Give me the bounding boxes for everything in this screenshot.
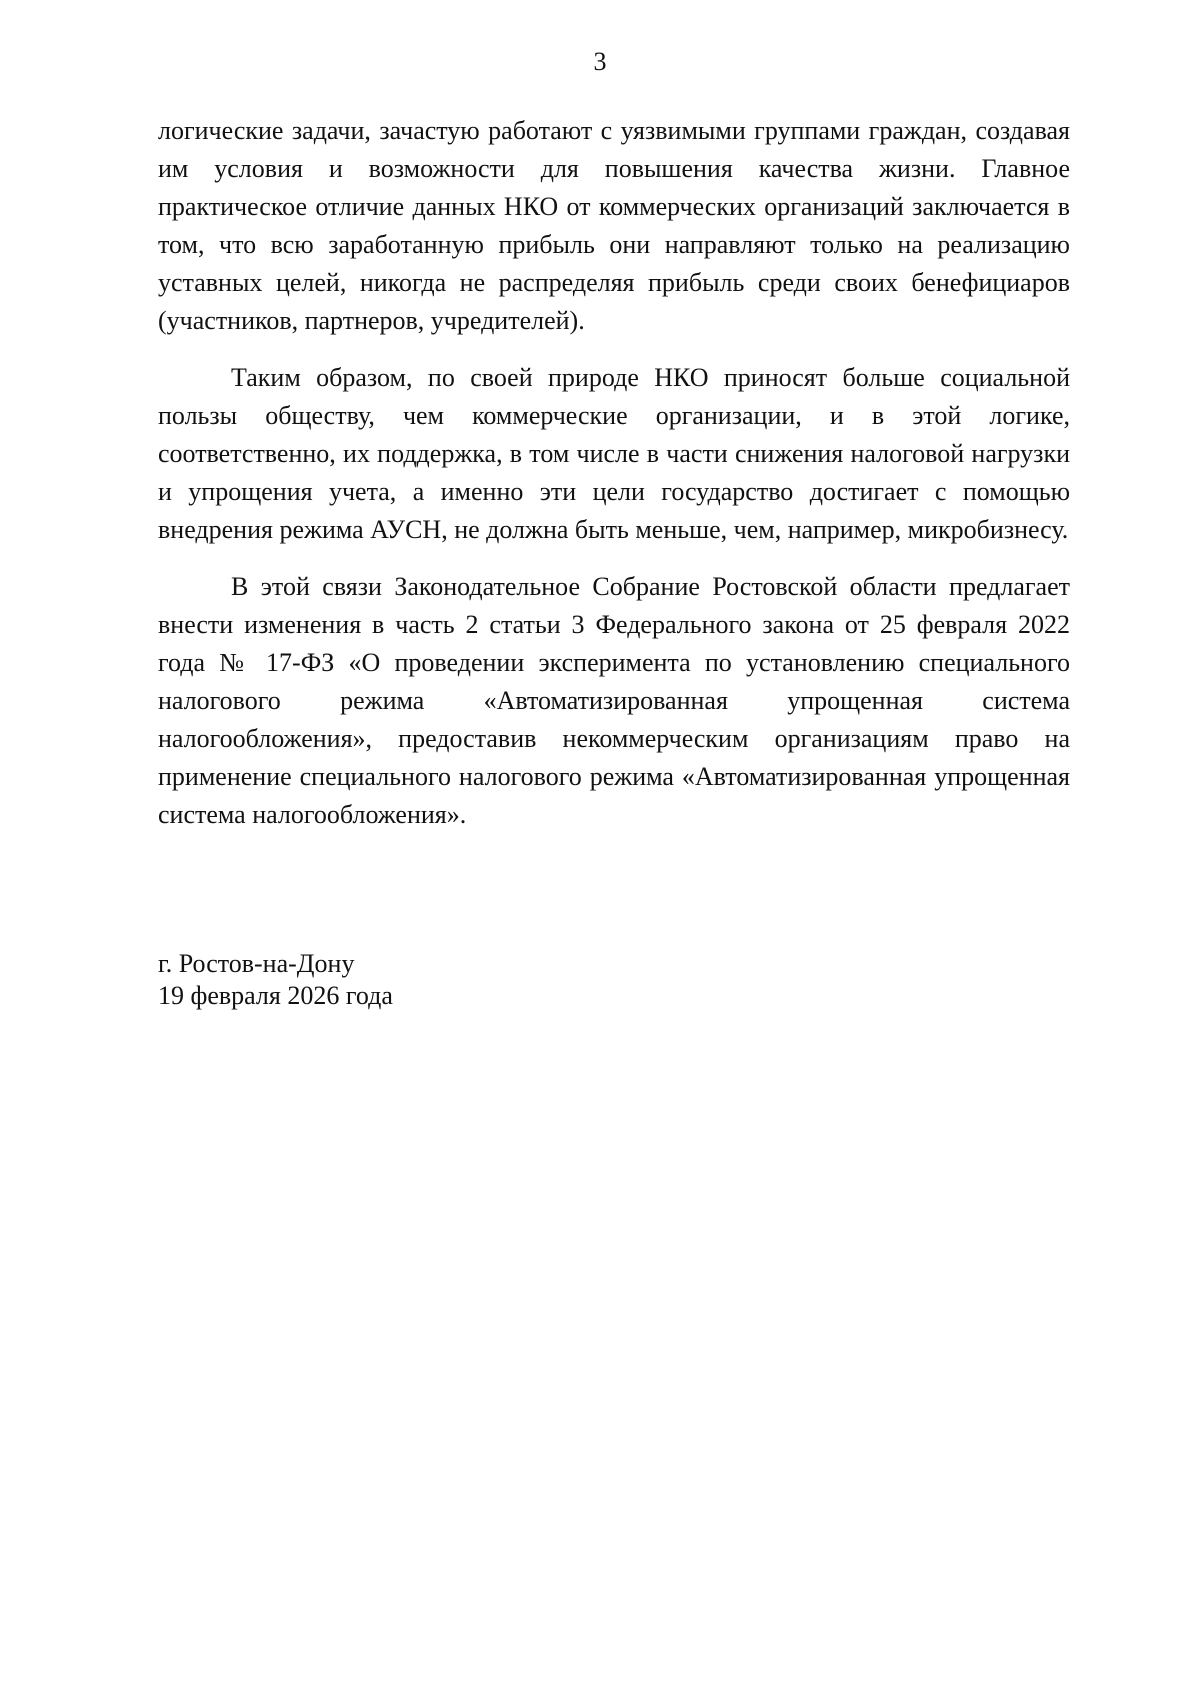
paragraph-3: В этой связи Законодательное Собрание Ростовской области предлагает внести изменения в часть 2 статьи 3 Федерального закона от 25 февраля 2022 года № 17-ФЗ «О проведении эксперимента по установлению специального налогового режима «Автоматизированная упрощенная система налогообложения», предоставив некоммерческим организациям право на применение специального налогового режима «Автоматизированная упрощенная система налогообложения». — [158, 572, 1070, 829]
paragraph-2: Таким образом, по своей природе НКО приносят больше социальной пользы обществу, чем коммерческие организации, и в этой логике, соответственно, их поддержка, в том числе в части снижения налоговой нагрузки и упрощения учета, а именно эти цели государство достигает с помощью внедрения режима АУСН, не должна быть меньше, чем, например, микробизнесу. — [158, 363, 1070, 544]
document-body — [158, 112, 1070, 834]
page-number: 3 — [593, 47, 607, 76]
signature-block — [158, 948, 393, 1012]
signature-place: г. Ростов-на-Дону — [158, 949, 355, 978]
paragraph-1: логические задачи, зачастую работают с уязвимыми группами граждан, создавая им условия и возможности для повышения качества жизни. Главное практическое отличие данных НКО от коммерческих организаций заключается в том, что всю заработанную прибыль они направляют только на реализацию уставных целей, никогда не распределяя прибыль среди своих бенефициаров (участников, партнеров, учредителей). — [158, 116, 1070, 335]
signature-date: 19 февраля 2026 года — [158, 981, 393, 1010]
